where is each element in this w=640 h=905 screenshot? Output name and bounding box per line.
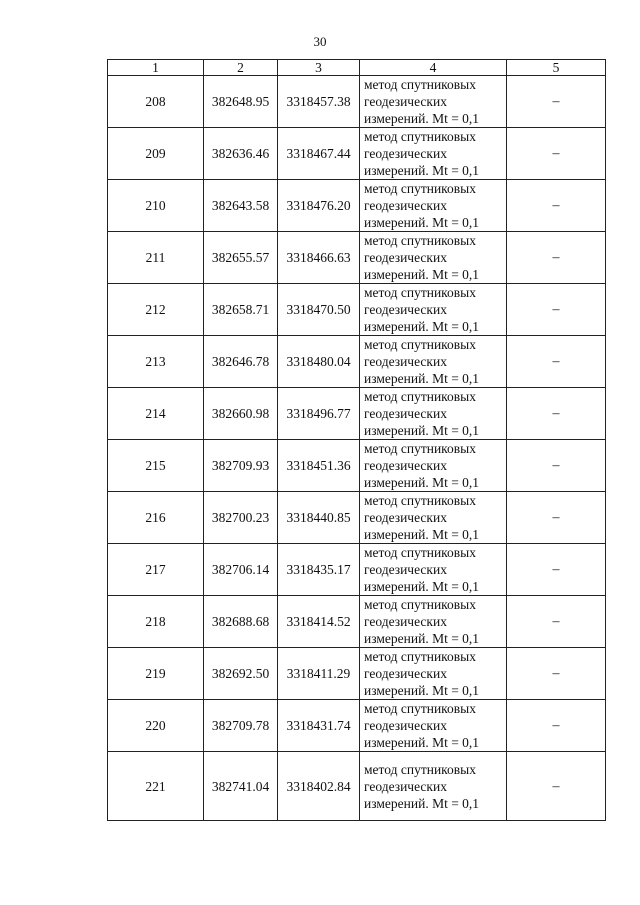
point-number-cell: 213 [108,336,204,388]
method-text-line: геодезических [364,510,447,525]
note-cell: – [507,596,606,648]
table-row [108,336,606,388]
method-text-line: измерений. Mt = 0,1 [364,527,480,542]
note-cell: – [507,180,606,232]
x-coordinate-cell: 382741.04 [204,752,278,821]
method-cell [360,232,507,284]
y-coordinate-cell: 3318402.84 [278,752,360,821]
x-coordinate-cell: 382658.71 [204,284,278,336]
y-coordinate-cell: 3318411.29 [278,648,360,700]
y-coordinate-cell: 3318440.85 [278,492,360,544]
method-text-line: геодезических [364,718,447,733]
x-coordinate-cell: 382643.58 [204,180,278,232]
x-coordinate-cell: 382709.93 [204,440,278,492]
method-text-line: геодезических [364,406,447,421]
note-cell: – [507,128,606,180]
note-cell: – [507,388,606,440]
point-number-cell: 220 [108,700,204,752]
point-number-cell: 210 [108,180,204,232]
method-text-line: измерений. Mt = 0,1 [364,215,480,230]
column-header-4: 4 [360,60,507,76]
method-text-line: измерений. Mt = 0,1 [364,475,480,490]
x-coordinate-cell: 382700.23 [204,492,278,544]
y-coordinate-cell: 3318480.04 [278,336,360,388]
method-text-line: геодезических [364,94,447,109]
method-cell [360,752,507,821]
method-cell [360,284,507,336]
point-number-cell: 211 [108,232,204,284]
method-text-line: геодезических [364,198,447,213]
method-text-line: измерений. Mt = 0,1 [364,683,480,698]
x-coordinate-cell: 382648.95 [204,76,278,128]
method-text-line: метод спутниковых [364,597,476,612]
point-number-cell: 216 [108,492,204,544]
point-number-cell: 221 [108,752,204,821]
point-number-cell: 209 [108,128,204,180]
method-cell [360,596,507,648]
method-text-line: геодезических [364,562,447,577]
table-header [108,60,606,76]
method-cell [360,700,507,752]
table-row [108,388,606,440]
x-coordinate-cell: 382660.98 [204,388,278,440]
method-text-line: метод спутниковых [364,389,476,404]
note-cell: – [507,336,606,388]
note-cell: – [507,752,606,821]
method-text-line: измерений. Mt = 0,1 [364,111,480,126]
method-text-line: метод спутниковых [364,441,476,456]
table-row [108,544,606,596]
table-row [108,128,606,180]
table-row [108,752,606,821]
method-text-line: геодезических [364,666,447,681]
coordinates-table [107,59,606,821]
note-cell: – [507,492,606,544]
x-coordinate-cell: 382646.78 [204,336,278,388]
method-text-line: геодезических [364,146,447,161]
method-text-line: измерений. Mt = 0,1 [364,163,480,178]
method-text-line: метод спутниковых [364,129,476,144]
method-cell [360,336,507,388]
method-text-line: измерений. Mt = 0,1 [364,423,480,438]
y-coordinate-cell: 3318496.77 [278,388,360,440]
method-text-line: метод спутниковых [364,285,476,300]
method-cell [360,180,507,232]
method-text-line: геодезических [364,614,447,629]
point-number-cell: 219 [108,648,204,700]
method-text-line: геодезических [364,458,447,473]
method-text-line: метод спутниковых [364,761,476,777]
y-coordinate-cell: 3318451.36 [278,440,360,492]
method-text-line: измерений. Mt = 0,1 [364,795,480,811]
method-text-line: измерений. Mt = 0,1 [364,735,480,750]
column-header-5: 5 [507,60,606,76]
table-row [108,232,606,284]
method-text-line: геодезических [364,250,447,265]
column-header-2: 2 [204,60,278,76]
note-cell: – [507,232,606,284]
point-number-cell: 212 [108,284,204,336]
header-row [108,60,606,76]
note-cell: – [507,648,606,700]
y-coordinate-cell: 3318435.17 [278,544,360,596]
method-cell [360,492,507,544]
point-number-cell: 218 [108,596,204,648]
note-cell: – [507,440,606,492]
table-row [108,180,606,232]
page-number: 30 [313,34,327,49]
column-header-1: 1 [108,60,204,76]
method-text-line: метод спутниковых [364,181,476,196]
note-cell: – [507,76,606,128]
method-cell [360,544,507,596]
note-cell: – [507,544,606,596]
method-text-line: метод спутниковых [364,649,476,664]
method-cell [360,648,507,700]
y-coordinate-cell: 3318414.52 [278,596,360,648]
point-number-cell: 214 [108,388,204,440]
y-coordinate-cell: 3318431.74 [278,700,360,752]
x-coordinate-cell: 382688.68 [204,596,278,648]
table-row [108,700,606,752]
method-text-line: измерений. Mt = 0,1 [364,631,480,646]
table-row [108,596,606,648]
method-text-line: метод спутниковых [364,493,476,508]
table-row [108,284,606,336]
y-coordinate-cell: 3318470.50 [278,284,360,336]
method-text-line: метод спутниковых [364,701,476,716]
x-coordinate-cell: 382706.14 [204,544,278,596]
method-text-line: измерений. Mt = 0,1 [364,371,480,386]
x-coordinate-cell: 382655.57 [204,232,278,284]
point-number-cell: 215 [108,440,204,492]
table-body [108,76,606,821]
point-number-cell: 217 [108,544,204,596]
y-coordinate-cell: 3318467.44 [278,128,360,180]
table-row [108,492,606,544]
method-cell [360,128,507,180]
method-text-line: измерений. Mt = 0,1 [364,319,480,334]
method-text-line: метод спутниковых [364,77,476,92]
method-text-line: метод спутниковых [364,337,476,352]
method-text-line: геодезических [364,302,447,317]
method-cell [360,388,507,440]
table-row [108,76,606,128]
method-text-line: измерений. Mt = 0,1 [364,267,480,282]
note-cell: – [507,700,606,752]
method-text-line: метод спутниковых [364,233,476,248]
method-text-line: геодезических [364,778,447,794]
method-text-line: измерений. Mt = 0,1 [364,579,480,594]
y-coordinate-cell: 3318476.20 [278,180,360,232]
column-header-3: 3 [278,60,360,76]
y-coordinate-cell: 3318457.38 [278,76,360,128]
x-coordinate-cell: 382709.78 [204,700,278,752]
method-cell [360,440,507,492]
method-cell [360,76,507,128]
method-text-line: метод спутниковых [364,545,476,560]
x-coordinate-cell: 382692.50 [204,648,278,700]
note-cell: – [507,284,606,336]
table-row [108,648,606,700]
y-coordinate-cell: 3318466.63 [278,232,360,284]
point-number-cell: 208 [108,76,204,128]
x-coordinate-cell: 382636.46 [204,128,278,180]
table-row [108,440,606,492]
method-text-line: геодезических [364,354,447,369]
